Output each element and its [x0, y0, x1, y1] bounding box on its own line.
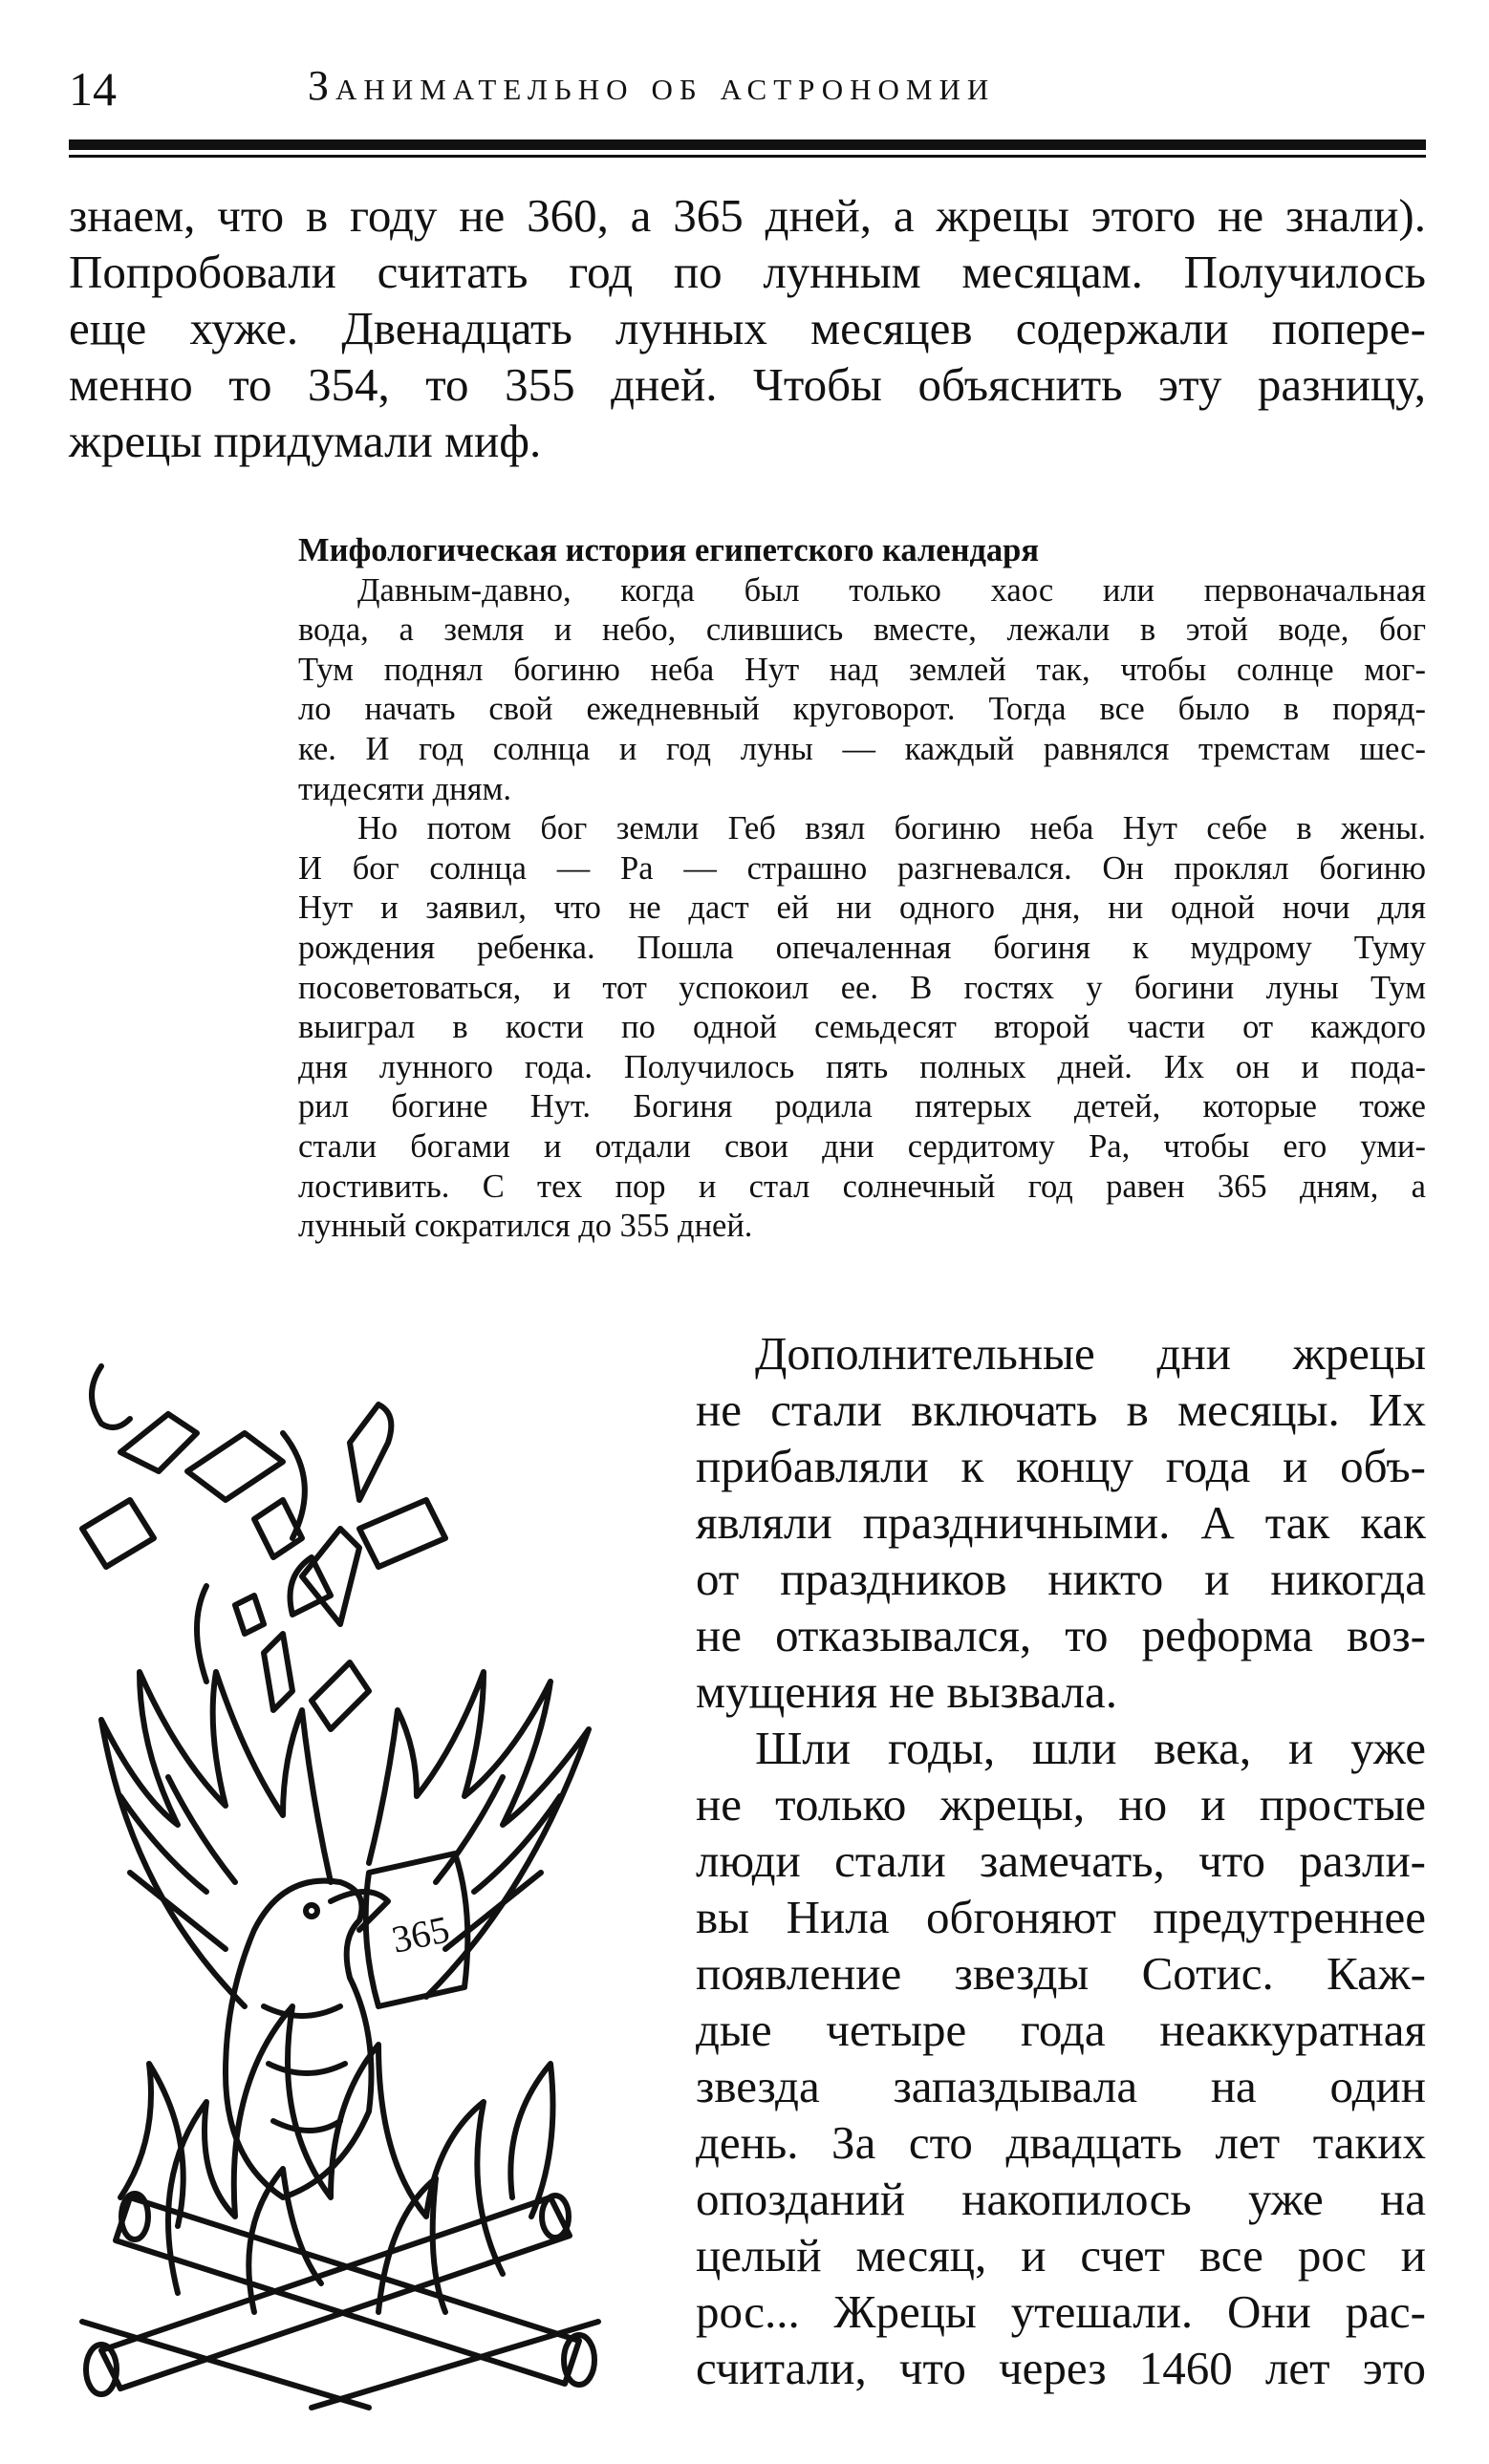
text-line: мущения не вызвала.: [696, 1665, 1117, 1718]
running-title: Занимательно об астрономии: [308, 62, 996, 109]
text-line: тидесяти дням.: [298, 770, 511, 807]
text-line: вода, а земля и небо, слившись вместе, лежали в этой воде, бог: [298, 611, 1426, 649]
text-line: целый месяц, и счет все рос и: [696, 2229, 1426, 2282]
text-line: лунный сократился до 355 дней.: [298, 1208, 753, 1245]
text-line: Нут и заявил, что не даст ей ни одного дня, ни одной ночи для: [298, 889, 1426, 927]
page-number: 14: [69, 62, 117, 116]
text-line: Дополнительные дни жрецы: [755, 1327, 1426, 1380]
phoenix-illustration: [63, 1338, 637, 2427]
text-line: рождения ребенка. Пошла опечаленная богиня к мудрому Туму: [298, 929, 1426, 966]
text-line: дня лунного года. Получилось пять полных дней. Их он и пода-: [298, 1048, 1426, 1085]
running-header: [69, 55, 1426, 122]
text-line: знаем, что в году не 360, а 365 дней, а жрецы этого не знали).: [69, 189, 1426, 242]
header-rule-thick: [69, 139, 1426, 150]
text-line: прибавляли к концу года и объ-: [696, 1440, 1426, 1492]
main-column: [696, 1325, 1426, 2396]
text-line: день. За сто двадцать лет таких: [696, 2116, 1426, 2169]
text-line: выиграл в кости по одной семьдесят второй части от каждого: [298, 1009, 1426, 1046]
text-line: ке. И год солнца и год луны — каждый равнялся тремстам шес-: [298, 730, 1426, 767]
text-line: ло начать свой ежедневный круговорот. Тогда все было в поряд-: [298, 691, 1426, 728]
paper-scraps: [82, 1366, 445, 1729]
scroll-label: 365: [388, 1907, 454, 1961]
text-line: И бог солнца — Ра — страшно разгневался. Он проклял богиню: [298, 849, 1426, 887]
text-line: рос... Жрецы утешали. Они рас-: [696, 2285, 1426, 2338]
header-rule-thin: [69, 155, 1426, 158]
text-line: лостивить. С тех пор и стал солнечный год равен 365 дням, а: [298, 1168, 1426, 1205]
text-line: Тум поднял богиню неба Нут над землей так, чтобы солнце мог-: [298, 651, 1426, 688]
myth-sidebar: [298, 531, 1426, 1247]
text-line: от праздников никто и никогда: [696, 1553, 1426, 1605]
text-line: являли праздничными. А так как: [696, 1496, 1426, 1549]
text-line: менно то 354, то 355 дней. Чтобы объяснить эту разницу,: [69, 358, 1426, 411]
text-line: люди стали замечать, что разли-: [696, 1834, 1426, 1887]
text-line: еще хуже. Двенадцать лунных месяцев содержали попере-: [69, 302, 1426, 354]
text-line: рил богине Нут. Богиня родила пятерых детей, которые тоже: [298, 1088, 1426, 1125]
column-paragraph: [696, 1720, 1426, 2396]
text-line: Попробовали считать год по лунным месяцам. Получилось: [69, 246, 1426, 298]
text-line: опозданий накопилось уже на: [696, 2173, 1426, 2225]
text-line: считали, что через 1460 лет это: [696, 2342, 1426, 2394]
text-line: звезда запаздывала на один: [696, 2060, 1426, 2112]
sidebar-paragraph: [298, 809, 1426, 1247]
text-line: дые четыре года неаккуратная: [696, 2003, 1426, 2056]
text-line: Шли годы, шли века, и уже: [755, 1722, 1426, 1774]
text-line: стали богами и отдали свои дни сердитому Ра, чтобы его уми-: [298, 1127, 1426, 1165]
intro-paragraph: [69, 187, 1426, 469]
text-line: посоветоваться, и тот успокоил ее. В гостях у богини луны Тум: [298, 969, 1426, 1006]
text-line: не стали включать в месяцы. Их: [696, 1383, 1426, 1436]
text-line: появление звезды Сотис. Каж-: [696, 1947, 1426, 2000]
text-line: вы Нила обгоняют предутреннее: [696, 1891, 1426, 1943]
column-paragraph: [696, 1325, 1426, 1720]
text-line: жрецы придумали миф.: [69, 415, 542, 467]
text-line: не отказывался, то реформа воз-: [696, 1609, 1426, 1661]
text-line: Но потом бог земли Геб взял богиню неба Нут себе в жены.: [357, 810, 1426, 847]
sidebar-title: Мифологическая история египетского календаря: [298, 532, 1040, 568]
firewood-logs: [82, 2194, 598, 2408]
text-line: не только жрецы, но и простые: [696, 1778, 1426, 1831]
text-line: Давным-давно, когда был только хаос или первоначальная: [357, 571, 1426, 609]
sidebar-paragraph: [298, 571, 1426, 810]
